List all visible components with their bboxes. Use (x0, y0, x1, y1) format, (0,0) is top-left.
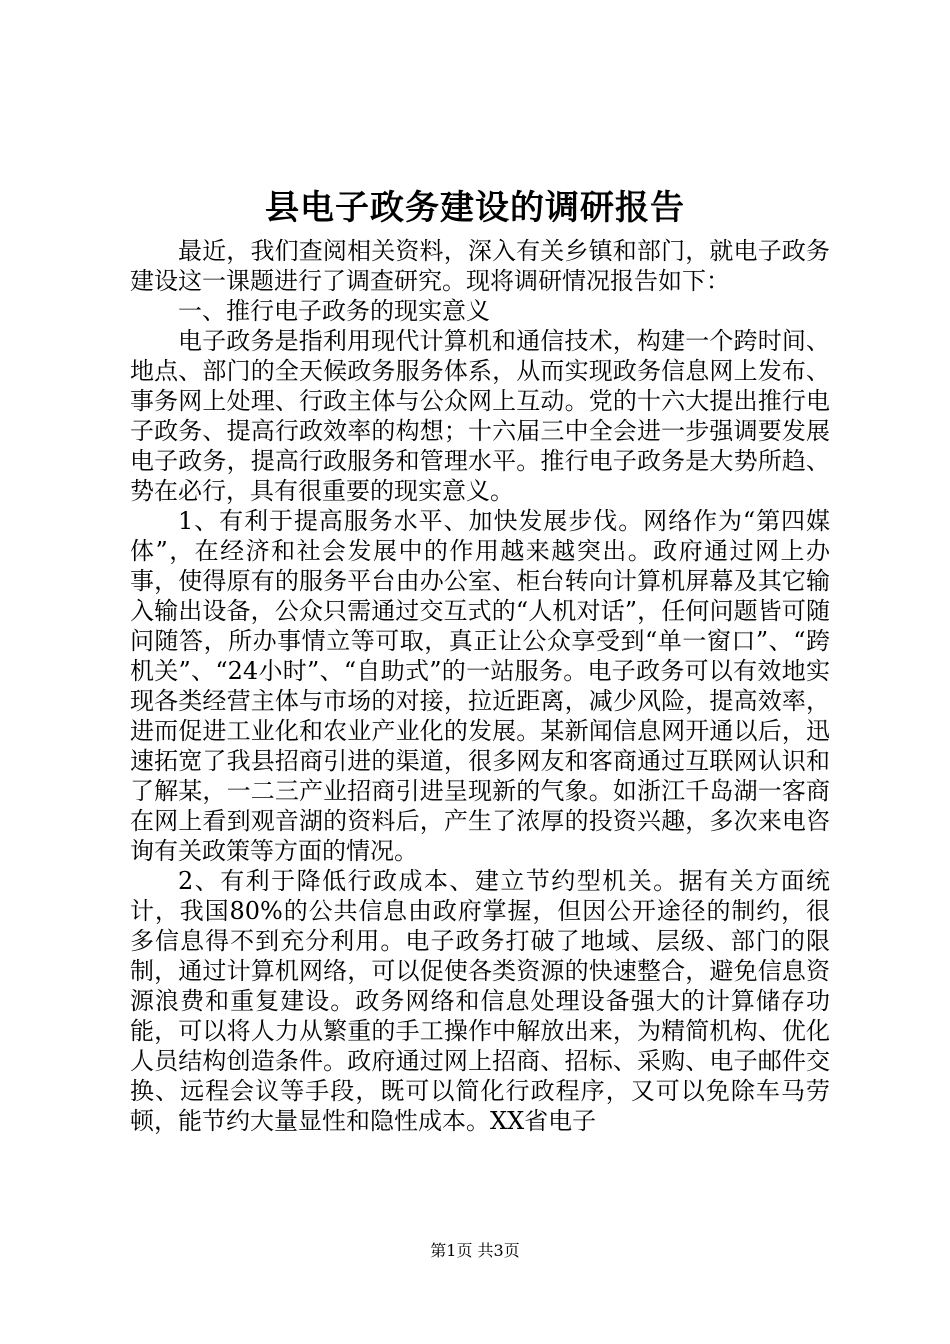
body-paragraph: 电子政务是指利用现代计算机和通信技术，构建一个跨时间、地点、部门的全天候政务服务体系，从而实现政务信息网上发布、事务网上处理、行政主体与公众网上互动。党的十六大提出推行电子政务、提高行政效率的构想；十六届三中全会进一步强调要发展电子政务，提高行政服务和管理水平。推行电子政务是大势所趋、势在必行，具有很重要的现实意义。 (130, 327, 830, 505)
intro-paragraph: 最近，我们查阅相关资料，深入有关乡镇和部门，就电子政务建设这一课题进行了调查研究。现将调研情况报告如下： (130, 237, 830, 295)
document-body (130, 236, 830, 1136)
document-title: 县电子政务建设的调研报告 (265, 188, 685, 228)
page-footer: 第1页 共3页 (430, 1241, 520, 1260)
body-paragraph: 2、有利于降低行政成本、建立节约型机关。据有关方面统计，我国80%的公共信息由政府掌握，但因公开途径的制约，很多信息得不到充分利用。电子政务打破了地域、层级、部门的限制，通过计算机网络，可以促使各类资源的快速整合，避免信息资源浪费和重复建设。政务网络和信息处理设备强大的计算储存功能，可以将人力从繁重的手工操作中解放出来，为精简机构、优化人员结构创造条件。政府通过网上招商、招标、采购、电子邮件交换、远程会议等手段，既可以简化行政程序，又可以免除车马劳顿，能节约大量显性和隐性成本。XX省电子 (130, 867, 830, 1135)
body-paragraph: 1、有利于提高服务水平、加快发展步伐。网络作为“第四媒体”，在经济和社会发展中的作用越来越突出。政府通过网上办事，使得原有的服务平台由办公室、柜台转向计算机屏幕及其它输入输出设备，公众只需通过交互式的“人机对话”，任何问题皆可随问随答，所办事情立等可取，真正让公众享受到“单一窗口”、“跨机关”、“24小时”、“自助式”的一站服务。电子政务可以有效地实现各类经营主体与市场的对接，拉近距离，减少风险，提高效率，进而促进工业化和农业产业化的发展。某新闻信息网开通以后，迅速拓宽了我县招商引进的渠道，很多网友和客商通过互联网认识和了解某，一二三产业招商引进呈现新的气象。如浙江千岛湖一客商在网上看到观音湖的资料后，产生了浓厚的投资兴趣，多次来电咨询有关政策等方面的情况。 (130, 507, 830, 865)
section-heading: 一、推行电子政务的现实意义 (178, 297, 490, 325)
